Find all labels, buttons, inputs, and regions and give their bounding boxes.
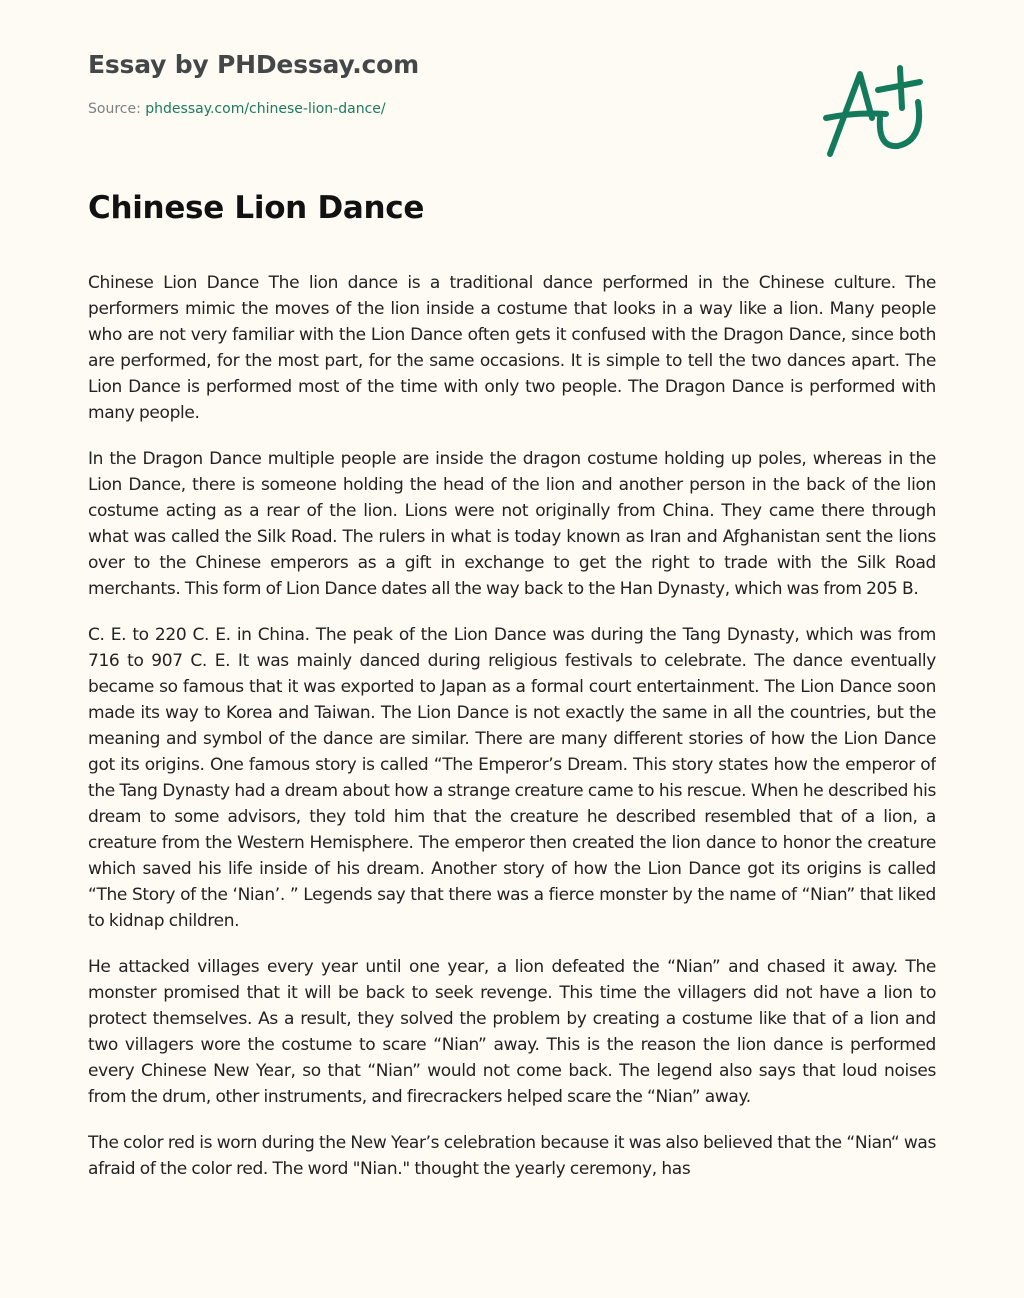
essay-paragraph: Chinese Lion Dance The lion dance is a traditional dance performed in the Chinese culture. The performers mimic the moves of the lion inside a costume that looks in a way like a lion. Many people who are not very familiar with the Lion Dance often gets it confused with the Dragon Dance, since both are performed, for the most part, for the same occasions. It is simple to tell the two dances apart. The Lion Dance is performed most of the time with only two people. The Dragon Dance is performed with many people. — [88, 273, 936, 423]
essay-paragraph: In the Dragon Dance multiple people are inside the dragon costume holding up poles, whereas in the Lion Dance, there is someone holding the head of the lion and another person in the back of the lion costume acting as a rear of the lion. Lions were not originally from China. They came there through what was called the Silk Road. The rulers in what is today known as Iran and Afghanistan sent the lions over to the Chinese emperors as a gift in exchange to get the right to trade with the Silk Road merchants. This form of Lion Dance dates all the way back to the Han Dynasty, which was from 205 B. — [88, 449, 936, 599]
essay-body — [88, 270, 936, 1248]
source-label: Source: — [88, 101, 146, 117]
source-link[interactable]: phdessay.com/chinese-lion-dance/ — [145, 101, 386, 117]
a-plus-grade-icon — [820, 60, 935, 165]
site-brand: Essay by PHDessay.com — [88, 50, 419, 79]
essay-title: Chinese Lion Dance — [88, 190, 425, 226]
essay-paragraph: The color red is worn during the New Year’s celebration because it was also believed that the “Nian“ was afraid of the color red. The word "Nian." thought the yearly ceremony, has — [88, 1133, 936, 1179]
essay-paragraph: He attacked villages every year until one year, a lion defeated the “Nian” and chased it away. The monster promised that it will be back to seek revenge. This time the villagers did not have a lion to protect themselves. As a result, they solved the problem by creating a costume like that of a lion and two villagers wore the costume to scare “Nian” away. This is the reason the lion dance is performed every Chinese New Year, so that “Nian” would not come back. The legend also says that loud noises from the drum, other instruments, and firecrackers helped scare the “Nian” away. — [88, 957, 936, 1107]
source-line — [88, 101, 386, 117]
essay-paragraph: C. E. to 220 C. E. in China. The peak of the Lion Dance was during the Tang Dynasty, which was from 716 to 907 C. E. It was mainly danced during religious festivals to celebrate. The dance eventually became so famous that it was exported to Japan as a formal court entertainment. The Lion Dance soon made its way to Korea and Taiwan. The Lion Dance is not exactly the same in all the countries, but the meaning and symbol of the dance are similar. There are many different stories of how the Lion Dance got its origins. One famous story is called “The Emperor’s Dream. This story states how the emperor of the Tang Dynasty had a dream about how a strange creature came to his rescue. When he described his dream to some advisors, they told him that the creature he described resembled that of a lion, a creature from the Western Hemisphere. The emperor then created the lion dance to honor the creature which saved his life inside of his dream. Another story of how the Lion Dance got its origins is called “The Story of the ‘Nian’. ” Legends say that there was a fierce monster by the name of “Nian” that liked to kidnap children. — [88, 625, 936, 931]
